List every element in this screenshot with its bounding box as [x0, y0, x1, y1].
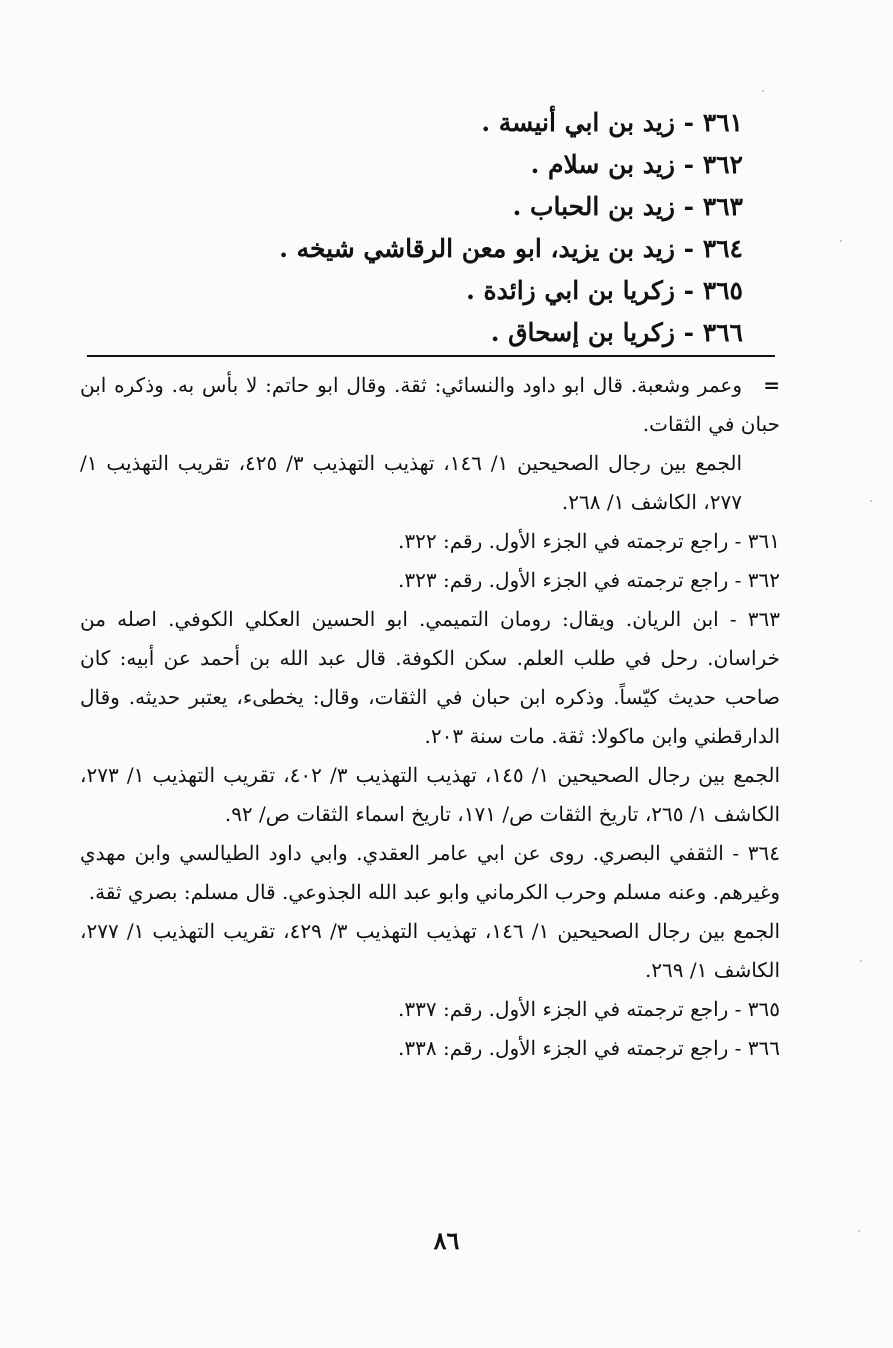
footnote-continuation-refs: الجمع بين رجال الصحيحين ١/ ١٤٦، تهذيب التهذيب ٣/ ٤٢٥، تقريب التهذيب ١/ ٢٧٧، الكاشف ١/ ٢٦٨.: [80, 451, 743, 514]
scan-speck: [840, 240, 842, 242]
scan-speck: [870, 500, 872, 502]
footnote-364-refs: الجمع بين رجال الصحيحين ١/ ١٤٦، تهذيب التهذيب ٣/ ٤٢٩، تقريب التهذيب ١/ ٢٧٧، الكاشف ١/ ٢٦٩.: [80, 919, 781, 982]
entry-361: ٣٦١ - زيد بن ابي أنيسة .: [481, 108, 743, 137]
entry-365: ٣٦٥ - زكريا بن ابي زائدة .: [466, 276, 743, 305]
entry-364: ٣٦٤ - زيد بن يزيد، ابو معن الرقاشي شيخه .: [279, 234, 743, 263]
footnote-363-refs: الجمع بين رجال الصحيحين ١/ ١٤٥، تهذيب التهذيب ٣/ ٤٠٢، تقريب التهذيب ١/ ٢٧٣، الكاشف ١/ ٢٦٥، تاريخ الثقات ص/ ١٧١، تاريخ اسماء الثقات ص/ ٩٢.: [80, 763, 781, 826]
footnote-363: ٣٦٣ - ابن الريان. ويقال: رومان التميمي. ابو الحسين العكلي الكوفي. اصله من خراسان. رحل في طلب العلم. سكن الكوفة. قال عبد الله بن أحمد عن أبيه: كان صاحب حديث كيّساً. وذكره ابن حبان في الثقات، وقال: يخطىء، يعتبر حديثه. وقال الدارقطني وابن ماكولا: ثقة. مات سنة ٢٠٣.: [80, 607, 780, 748]
footnote-divider: [87, 355, 775, 357]
footnote-365: ٣٦٥ - راجع ترجمته في الجزء الأول. رقم: ٣٣٧.: [398, 997, 780, 1021]
scan-speck: [860, 960, 862, 962]
entry-366: ٣٦٦ - زكريا بن إسحاق .: [490, 318, 743, 347]
footnote-364: ٣٦٤ - الثقفي البصري. روى عن ابي عامر العقدي. وابي داود الطيالسي وابن مهدي وغيرهم. وعنه مسلم وحرب الكرماني وابو عبد الله الجذوعي. قال مسلم: بصري ثقة.: [80, 841, 780, 904]
footnote-continuation: [80, 366, 780, 444]
footnote-362: ٣٦٢ - راجع ترجمته في الجزء الأول. رقم: ٣٢٣.: [398, 568, 780, 592]
footnotes: [80, 366, 780, 1068]
scan-speck: [762, 90, 764, 92]
scan-speck: [858, 1230, 860, 1232]
footnote-366: ٣٦٦ - راجع ترجمته في الجزء الأول. رقم: ٣٣٨.: [398, 1036, 780, 1060]
entry-362: ٣٦٢ - زيد بن سلام .: [530, 150, 743, 179]
page-number: ٨٦: [433, 1226, 460, 1255]
continuation-marker: =: [763, 373, 780, 397]
footnote-361: ٣٦١ - راجع ترجمته في الجزء الأول. رقم: ٣٢٢.: [398, 529, 780, 553]
entry-list: [123, 102, 743, 354]
footnote-continuation-text: وعمر وشعبة. قال ابو داود والنسائي: ثقة. وقال ابو حاتم: لا بأس به. وذكره ابن حبان في الثقات.: [80, 373, 780, 436]
entry-363: ٣٦٣ - زيد بن الحباب .: [512, 192, 743, 221]
